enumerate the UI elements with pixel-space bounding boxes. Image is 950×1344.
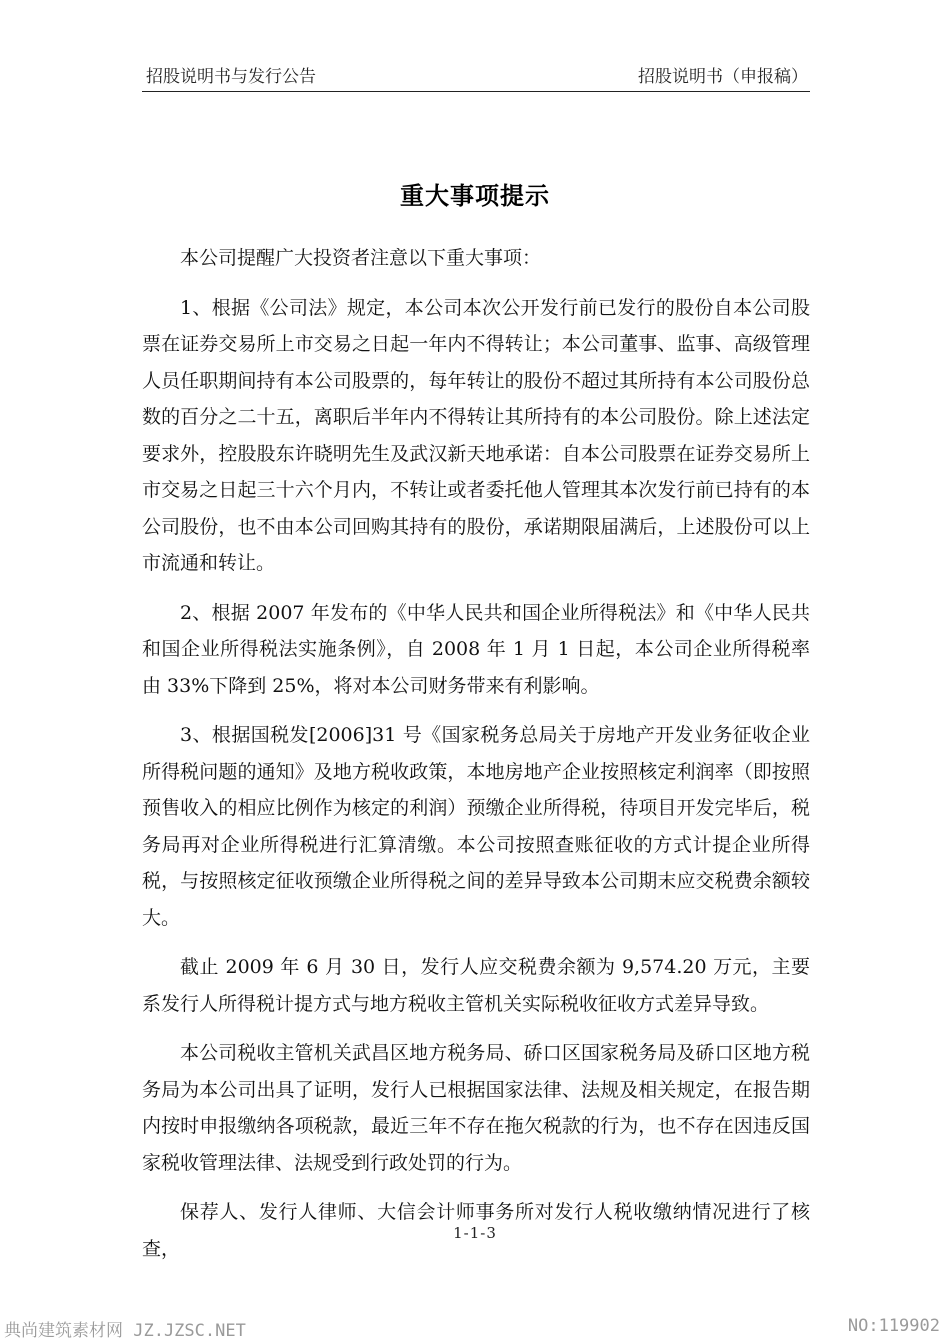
paragraph-tax-balance: 截止 2009 年 6 月 30 日，发行人应交税费余额为 9,574.20 万元，主要系发行人所得税计提方式与地方税收主管机关实际税收征收方式差异导致。 [142,956,810,1015]
header-right: 招股说明书（申报稿） [638,67,808,87]
paragraph-tax-certificate: 本公司税收主管机关武昌区地方税务局、硚口区国家税务局及硚口区地方税务局为本公司出具了证明，发行人已根据国家法律、法规及相关规定，在报告期内按时申报缴纳各项税款，最近三年不存在拖欠税款的行为，也不存在因违反国家税收管理法律、法规受到行政处罚的行为。 [142,1042,810,1174]
body-text [142,240,810,1280]
section-title: 重大事项提示 [400,182,550,210]
paragraph-verification: 保荐人、发行人律师、大信会计师事务所对发行人税收缴纳情况进行了核查， [142,1201,810,1260]
paragraph-item-2: 2、根据 2007 年发布的《中华人民共和国企业所得税法》和《中华人民共和国企业所得税法实施条例》，自 2008 年 1 月 1 日起，本公司企业所得税率由 33%下降到 25%，将对本公司财务带来有利影响。 [142,601,810,697]
page-number: 1-1-3 [453,1224,497,1242]
header-left: 招股说明书与发行公告 [146,67,316,87]
paragraph-item-1: 1、根据《公司法》规定，本公司本次公开发行前已发行的股份自本公司股票在证券交易所上市交易之日起一年内不得转让；本公司董事、监事、高级管理人员任职期间持有本公司股票的，每年转让的股份不超过其所持有本公司股份总数的百分之二十五，离职后半年内不得转让其所持有的本公司股份。除上述法定要求外，控股股东许晓明先生及武汉新天地承诺：自本公司股票在证券交易所上市交易之日起三十六个月内，不转让或者委托他人管理其本次发行前已持有的本公司股份，也不由本公司回购其持有的股份，承诺期限届满后，上述股份可以上市流通和转让。 [142,296,810,574]
paragraph-item-3: 3、根据国税发[2006]31 号《国家税务总局关于房地产开发业务征收企业所得税问题的通知》及地方税收政策，本地房地产企业按照核定利润率（即按照预售收入的相应比例作为核定的利润）预缴企业所得税，待项目开发完毕后，税务局再对企业所得税进行汇算清缴。本公司按照查账征收的方式计提企业所得税，与按照核定征收预缴企业所得税之间的差异导致本公司期末应交税费余额较大。 [142,724,810,929]
header-divider [142,91,810,92]
watermark-left: 典尚建筑素材网 JZ.JZSC.NET [4,1321,246,1341]
watermark-right: NO:119902 [847,1316,940,1336]
paragraph-intro: 本公司提醒广大投资者注意以下重大事项： [180,247,542,269]
